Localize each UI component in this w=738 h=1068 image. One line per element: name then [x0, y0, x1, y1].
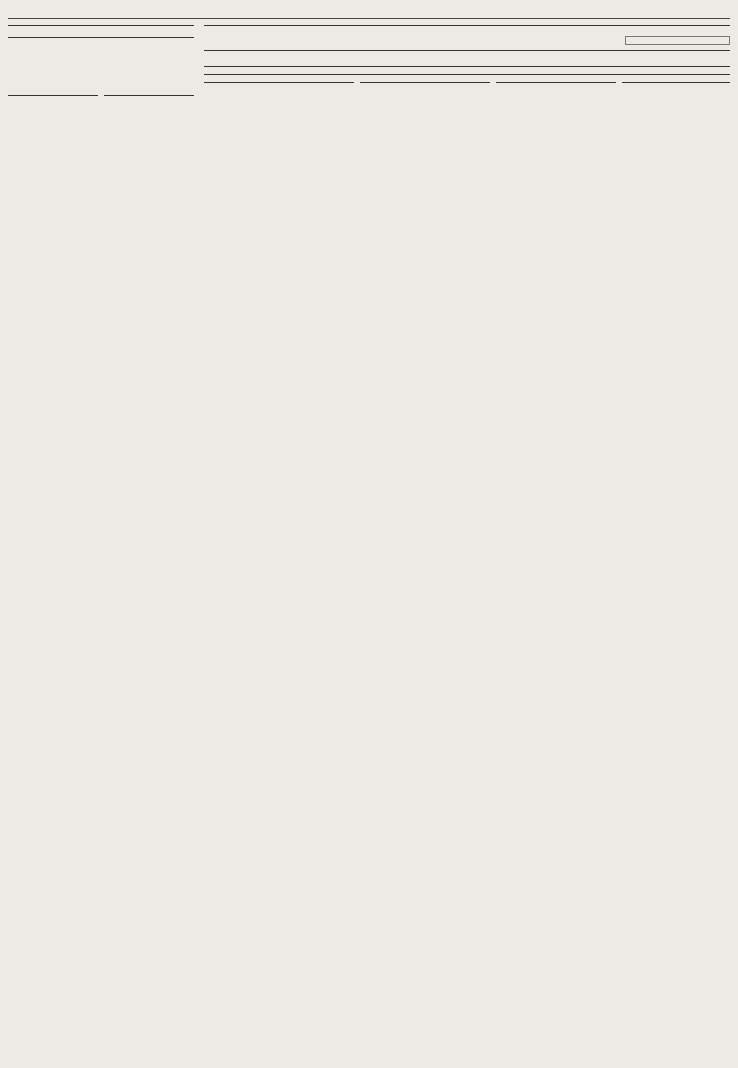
section-hypotheek: [360, 81, 490, 83]
section-beurs-amsterdam: [8, 24, 194, 26]
masthead: [8, 0, 730, 19]
section-obligaties: [204, 49, 730, 51]
section-indexen: [622, 81, 730, 83]
right-column: [204, 24, 730, 103]
section-beleggingsinstellingen: [204, 81, 354, 83]
section-economisch-kort: [104, 94, 194, 96]
section-binnenlandse-aandelen: [204, 24, 730, 26]
section-valuta: [8, 36, 194, 38]
left-column: [8, 24, 194, 98]
section-scheepvaart: [8, 94, 98, 96]
section-rentetarieven: [496, 81, 616, 83]
section-optiekoersen: [204, 65, 730, 67]
masthead-right: [480, 4, 730, 14]
section-beleggingsfondsen: [204, 73, 730, 75]
